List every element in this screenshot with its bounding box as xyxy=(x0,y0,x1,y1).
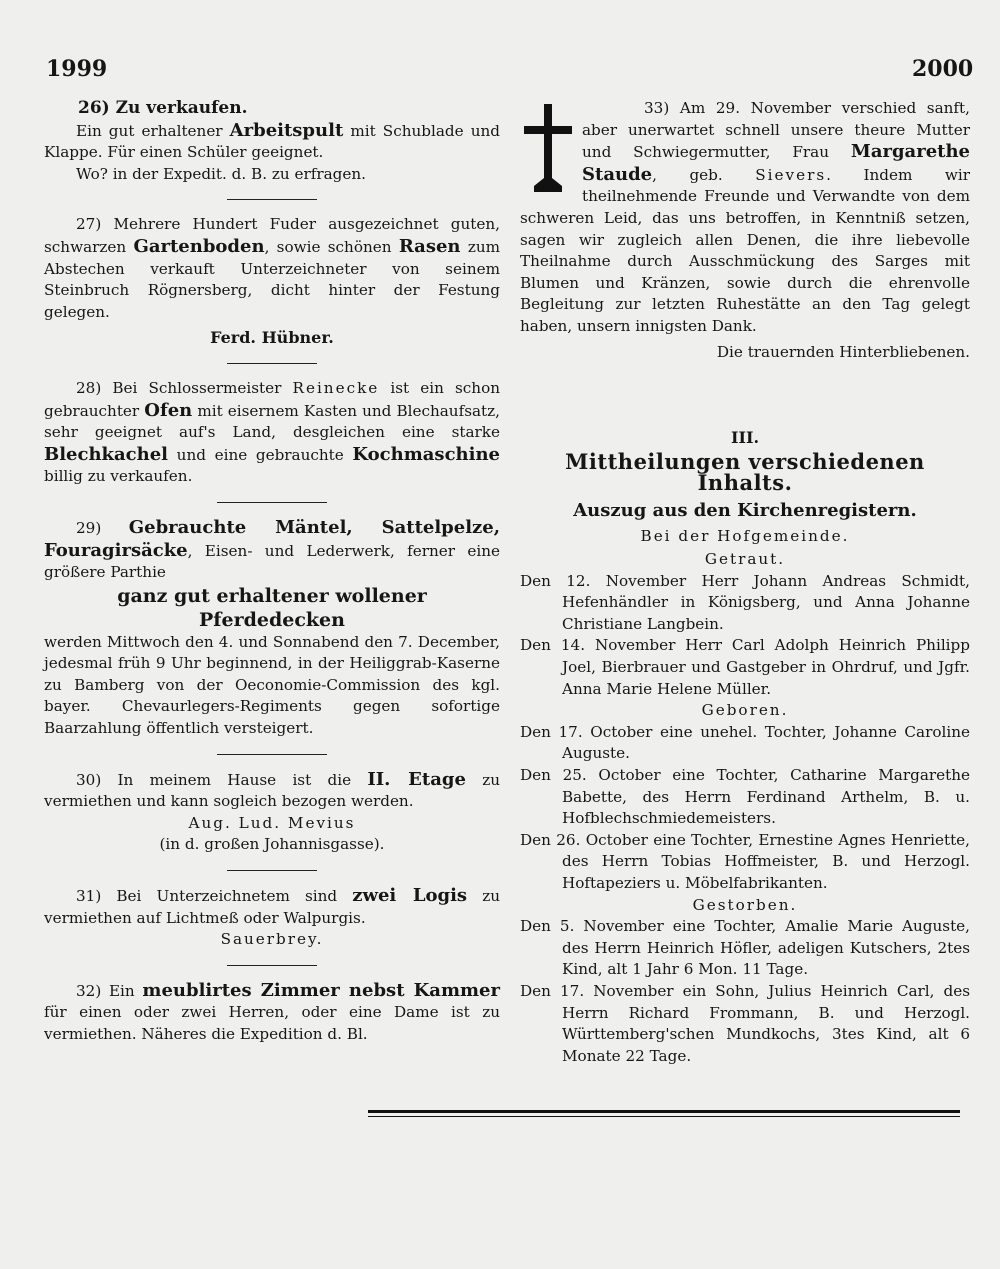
page-number-right: 2000 xyxy=(912,56,974,82)
gestorben-heading: Gestorben. xyxy=(692,895,798,914)
list-item: Den 17. October eine unehel. Tochter, Johanne Caroline Auguste. xyxy=(520,722,970,763)
list-item: Den 5. November eine Tochter, Amalie Marie Auguste, des Herrn Heinrich Höfler, adeligen Kutschers, 2tes Kind, alt 1 Jahr 6 Mon. 11 Tage. xyxy=(520,917,970,979)
divider xyxy=(227,363,317,364)
divider xyxy=(217,754,327,755)
ad-33-signature: Die trauernden Hinterbliebenen. xyxy=(716,342,970,361)
ad-26: 26) Zu verkaufen. Ein gut erhaltener Arbeitspult mit Schublade und Klappe. Für einen Schüler geeignet. Wo? in der Expedit. d. B. zu erfragen. xyxy=(44,98,500,185)
divider xyxy=(227,870,317,871)
getraut-heading: Getraut. xyxy=(704,550,786,569)
page-number-left: 1999 xyxy=(46,56,108,82)
ad-33-obituary: 33) Am 29. November verschied sanft, aber unerwartet schnell unsere theure Mutter und Schwiegermutter, Frau Margarethe Staude, geb. Sievers. Indem wir theilnehmende Freunde und Verwandte von dem schweren Leid, das uns betroffen, in Kenntniß setzen, sagen wir zugleich allen Denen, die ihre liebevolle Theilnahme durch Ausschmückung des Sarges mit Blumen und Kränzen, sowie durch die ehrenvolle Begleitung zur letzten Ruhestätte an den Tag gelegt haben, unsern innigsten Dank. Die trauernden Hinterbliebenen. xyxy=(520,98,970,363)
ad-31-signature: Sauerbrey. xyxy=(220,930,324,949)
cross-icon xyxy=(520,102,576,194)
divider xyxy=(227,199,317,200)
section-number: III. xyxy=(730,428,760,448)
list-item: Den 25. October eine Tochter, Catharine Margarethe Babette, des Herrn Ferdinand Arthelm, B. u. Hofblechschmiedemeisters. xyxy=(520,766,970,828)
ad-32: 32) Ein meublirtes Zimmer nebst Kammer für einen oder zwei Herren, oder eine Dame ist zu vermiethen. Näheres die Expedition d. Bl. xyxy=(44,979,500,1043)
right-column xyxy=(520,98,970,1067)
bottom-rule xyxy=(368,1110,960,1113)
ad-30-signature: Aug. Lud. Mevius xyxy=(188,813,356,832)
ad-28: 28) Bei Schlossermeister Reinecke ist ein schon gebrauchter Ofen mit eisernem Kasten und Blechaufsatz, sehr geeignet auf's Land, desgleichen eine starke Blechkachel und eine gebrauchte Kochmaschine billig zu verkaufen. xyxy=(44,378,500,486)
ad-29-headline: ganz gut erhaltener wollener Pferdedecken xyxy=(117,584,427,631)
list-item: Den 26. October eine Tochter, Ernestine Agnes Henriette, des Herrn Tobias Hoffmeister, B. und Herzogl. Hoftapeziers u. Möbelfabrikanten. xyxy=(520,830,970,892)
ad-26-line2: Wo? in der Expedit. d. B. zu erfragen. xyxy=(76,164,366,183)
divider xyxy=(217,502,327,503)
list-item: Den 17. November ein Sohn, Julius Heinrich Carl, des Herrn Richard Frommann, B. und Herzogl. Württemberg'schen Mundkochs, 3tes Kind, alt 6 Monate 22 Tage. xyxy=(520,981,970,1065)
list-item: Den 14. November Herr Carl Adolph Heinrich Philipp Joel, Bierbrauer und Gastgeber in Ohrdruf, und Jgfr. Anna Marie Helene Müller. xyxy=(520,636,970,698)
ad-26-heading: 26) Zu verkaufen. xyxy=(78,98,248,118)
ad-29: 29) Gebrauchte Mäntel, Sattelpelze, Fouragirsäcke, Eisen- und Lederwerk, ferner eine größere Parthie ganz gut erhaltener wollener Pferdedecken werden Mittwoch den 4. und Sonnabend den 7. December, jedesmal früh 9 Uhr beginnend, in der Heiliggrab-Kaserne zu Bamberg von der Oeconomie-Commission des kgl. bayer. Chevaurlegers-Regiments gegen sofortige Baarzahlung öffentlich versteigert. xyxy=(44,516,500,738)
divider xyxy=(227,965,317,966)
geboren-heading: Geboren. xyxy=(701,701,789,720)
left-column xyxy=(44,98,500,1052)
ad-27: 27) Mehrere Hundert Fuder ausgezeichnet guten, schwarzen Gartenboden, sowie schönen Rasen zum Abstechen verkauft Unterzeichneter von seinem Steinbruch Rögnersberg, dicht hinter der Festung gelegen. Ferd. Hübner. xyxy=(44,215,501,348)
section-subtitle: Auszug aus den Kirchenregistern. xyxy=(573,499,917,521)
section-title: Mittheilungen verschiedenen Inhalts. xyxy=(565,448,925,496)
ad-30: 30) In meinem Hause ist die II. Etage zu vermiethen und kann sogleich bezogen werden. Aug. Lud. Mevius (in d. großen Johannisgasse). xyxy=(44,768,500,854)
ad-26-text: Ein gut erhaltener xyxy=(76,121,230,140)
bottom-rule-thin xyxy=(368,1116,960,1117)
ad-26-bold: Arbeitspult xyxy=(229,119,344,141)
parish-heading: Bei der Hofgemeinde. xyxy=(640,526,850,545)
ad-27-signature: Ferd. Hübner. xyxy=(210,328,334,348)
ad-31: 31) Bei Unterzeichnetem sind zwei Logis zu vermiethen auf Lichtmeß oder Walpurgis. Sauerbrey. xyxy=(44,885,500,951)
list-item: Den 12. November Herr Johann Andreas Schmidt, Hefenhändler in Königsberg, und Anna Johanne Christiane Langbein. xyxy=(520,571,970,633)
